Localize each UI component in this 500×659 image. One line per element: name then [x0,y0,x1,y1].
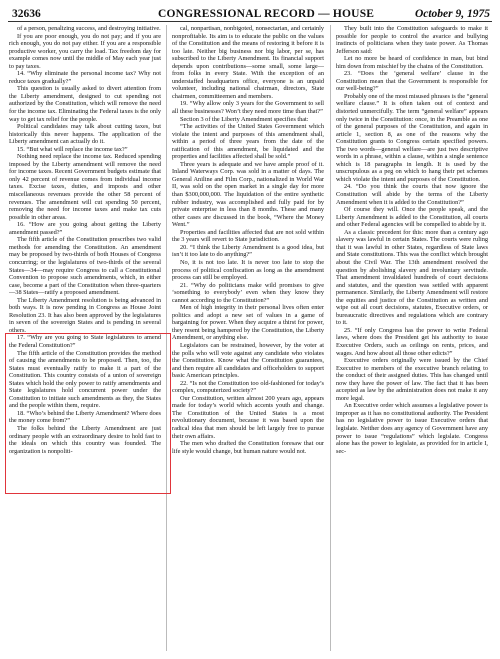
body-paragraph: If you are poor enough, you do not pay; and if you are rich enough, you do not pay either. If you are a responsible productive worker, you carry the load. Tax freedom day for example comes now until the middle of May each year just to pay taxes. [9,32,161,70]
body-paragraph: Probably one of the most misused phrases is the “general welfare clause.” It is often taken out of context and distorted unmercifully. The term “general welfare” appears only twice in the Constitution: once, in the Preamble as one of the general purposes of the Constitution, and again in article 1, section 8, as one of the reasons why the Constitution grants to Congress certain specified powers. The two words—general welfare—are just two descriptive words in a phrase, within a clause, within a single sentence which is 18 paragraphs in length. It is used by the unscrupulous as a peg on which to hang their pet schemes which violate the intent and purposes of the Constitution. [336,92,488,183]
body-paragraph: The men who drafted the Constitution foresaw that our life style would change, but human nature would not. [172,440,324,455]
body-paragraph: As a classic precedent for this: more than a century ago slavery was lawful in certain States. The courts were ruling that it was lawful in other States, regardless of State laws and State constitutions. This was the conflict which brought about the Civil War. The 13th amendment resolved the question by abolishing slavery and involuntary servitude. That amendment invalidated hundreds of court decisions and statutes, and the question was settled with apparent permanence. Similarly, the Liberty Amendment will restore the equities and justice of the Constitution as written and wipe out all court decisions, statutes, Executive orders, or bureaucratic directives and regulations which are contrary to it. [336,228,488,327]
question-paragraph: 14. “Why eliminate the personal income tax? Why not reduce taxes gradually?” [9,70,161,85]
body-paragraph: Legislators can be restrained, however, by the voter at the polls who will vote against any candidate who violates the Constitution. Know what the Constitution guarantees, and then require all candidates and officeholders to support basic American principles. [172,341,324,380]
body-paragraph: No, it is not too late. It is never too late to stop the process of political confiscation as long as the amendment process can still be employed. [172,258,324,282]
body-paragraph: Nothing need replace the income tax. Reduced spending imposed by the Liberty amendment will remove the need for income taxes. Recent Government budgets estimate that only 42 percent of revenue comes from individual income taxes. Excise taxes, duties, and imposts and other miscellaneous revenues provide the other 58 percent of revenues. The amendment will cut spending 50 percent, removing the need for income taxes and make tax cuts possible in other areas. [9,153,161,221]
question-paragraph: 22. “Is not the Constitution too old-fashioned for today’s complex, computerized society?” [172,379,324,395]
publication-title: CONGRESSIONAL RECORD — HOUSE [158,8,375,20]
body-paragraph: Three years is adequate and we have ample proof of it. Inland Waterways Corp. was sold in a matter of days. The General Aniline and Film Corp., nationalized in World War II, was sold on the open market in a single day for more than $300,000,000. The liquidation of the entire synthetic rubber industry, was accomplished and fully paid for by private enterprise in less than 8 months. These and many other cases are discussed in the book, “Where the Money Went.” [172,160,324,229]
column-divider [330,25,331,651]
body-paragraph: Properties and facilities affected that are not sold within the 3 years will revert to State jurisdiction. [172,228,324,244]
body-paragraph: Political candidates may talk about cutting taxes, but historically this never happens. The application of the Liberty amendment can actually do it. [9,123,161,146]
question-paragraph: 17. “Why are you going to State legislatures to amend the Federal Constitution?” [9,334,161,349]
body-paragraph: The folks behind the Liberty Amendment are just ordinary people with an extraordinary desire to hold fast to the ideals on which this country was founded. The organization is nonpoliti- [9,424,161,455]
body-paragraph: Men of high integrity in their personal lives often enter politics and adopt a new set of values in a game of bargaining for power. When they acquire a thirst for power, they resent being hampered by the Constitution, the Liberty Amendment, or anything else. [172,304,324,342]
body-paragraph: cal, nonpartisan, nonbigoted, nonsectarian, and certainly nonprofitable. Its aim is to educate the public on the values of the Constitution and the means of restoring it before it is too late. Neither big business nor big labor, per se, has subscribed to the Liberty Amendment. Its financial support depends upon contributions—some small, some large—from folks in every State. With the exception of an understaffed headquarters office, everyone is an unpaid volunteer, including national chairman, directors, State chairmen, committeemen and members. [172,25,324,100]
body-paragraph: Executive orders originally were issued by the Chief Executive to members of the executive branch relating to the conduct of their assigned duties. This has changed until now they have the power of law. The fact that it has been accepted as law by the administration does not make it any more legal. [336,357,488,402]
body-paragraph: An Executive order which assumes a legislative power is improper as it has no constitutional authority. The President has no legislative power to issue Executive orders that legislate. Neither does any agency of Government have any power to issue “regulations” which legislate. Congress alone has the power to legislate, as provided for in article I, sec- [336,402,488,455]
body-paragraph: The fifth article of the Constitution prescribes two valid methods for amending the Constitution. An amendment may be proposed by two-thirds of both Houses of Congress concurring; or the legislatures of two-thirds of the several States—34—may require Congress to call a Constitutional Convention to propose such amendments, which, in either case, become a part of the Constitution when three-quarters—38 States—ratify a proposed amendment. [9,236,161,297]
text-column-middle [172,25,324,651]
header-rule [8,21,492,22]
body-paragraph: The Liberty Amendment resolution is being advanced in both ways. It is now pending in Congress as House Joint Resolution 23. It has also been approved by the legislatures in seven of the sovereign States and is pending in several others. [9,296,161,334]
question-paragraph: 25. “If only Congress has the power to write Federal laws, where does the President get his authority to issue Executive Orders, such as ceilings on rents, prices, and wages. And how about all those other edicts?” [336,326,488,357]
question-paragraph: 19. “Why allow only 3 years for the Government to sell all these businesses? Won’t they need more time than that?” [172,100,324,116]
text-column-right [336,25,488,651]
issue-date: October 9, 1975 [414,8,490,20]
question-paragraph: 21. “Why do politicians make wild promises to give ‘something to everybody’ even when they know they cannot according to the Constitution?” [172,281,324,304]
body-paragraph: of a person, penalizing success, and destroying initiative. [17,25,161,32]
question-paragraph: 18. “Who’s behind the Liberty Amendment? Where does the money come from?” [9,409,161,425]
body-paragraph: They built into the Constitution safeguards to make it possible for people to control the avarice and bullying instincts of politicians when they taste power. As Thomas Jefferson said: [336,25,488,55]
column-divider [166,25,167,651]
question-paragraph: 20. “I think the Liberty Amendment is a good idea, but isn’t it too late to do anything?” [172,243,324,259]
body-paragraph: Let no more be heard of confidence in man, but bind him down from mischief by the chains of the Constitution. [336,55,488,70]
page-header [8,8,492,22]
body-paragraph: “The activities of the United States Government which violate the intent and purposes of this amendment shall, within a period of three years from the date of the ratification of this amendment, be liquidated and the properties and facilities affected shall be sold.” [172,123,324,161]
body-paragraph: Of course they will. Once the people speak, and the Liberty Amendment is added to the Constitution, all courts and other Federal agencies will be compelled to abide by it. [336,206,488,229]
page-number: 32636 [12,8,41,20]
question-paragraph: 15. “But what will replace the income tax?” [17,145,128,153]
question-paragraph: 24. “Do you think the courts that now ignore the Constitution will abide by the terms of the Liberty Amendment when it is added to the Constitution?” [336,183,488,206]
text-column-left [9,25,161,651]
question-paragraph: 23. “Does the ‘general welfare’ clause in the Constitution mean that the Government is responsible for our well-being?” [336,70,488,93]
body-paragraph: The fifth article of the Constitution provides the method of causing the amendments to be proposed. Then, too, the States must eventually ratify to make it a part of the Constitution. This country consists of a union of sovereign States which hold the only power to ratify amendments and State legislatures hold concurrent power under the Constitution to initiate such amendments as they, the States and the people within them, require. [9,349,161,410]
body-paragraph: This question is usually asked to divert attention from the Liberty amendment, designed to cut spending not authorized by the Constitution, which will remove the need for the income tax. Eliminating the Federal taxes is the only way to get tax relief for the people. [9,85,161,123]
body-paragraph: Our Constitution, written almost 200 years ago, appears made for today’s world which accents youth and change. The Constitution of the United States is a most revolutionary document, because it was based upon the radical idea that men should be left largely free to pursue their own affairs. [172,394,324,440]
body-paragraph: Section 3 of the Liberty Amendment specifies that: [180,115,309,123]
question-paragraph: 16. “How are you going about getting the Liberty amendment passed?” [9,221,161,236]
